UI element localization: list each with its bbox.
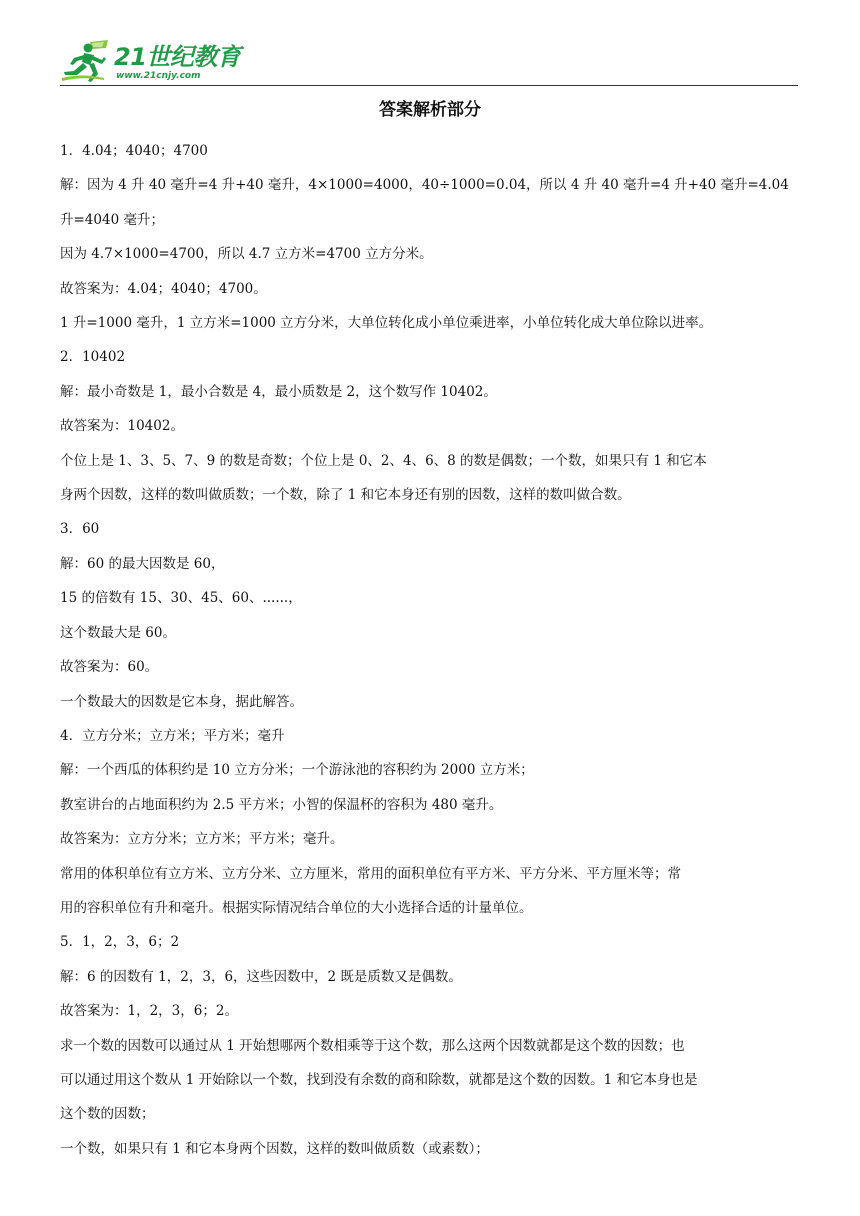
logo bbox=[60, 40, 241, 86]
answer-5-final: 故答案为：1，2，3，6；2。 bbox=[60, 1003, 238, 1020]
logo-text: 21世纪教育 bbox=[114, 43, 241, 71]
answer-5-note: 可以通过用这个数从 1 开始除以一个数，找到没有余数的商和除数，就都是这个数的因数。1 和它本身也是 bbox=[60, 1071, 698, 1088]
answer-5-heading: 5．1，2，3，6；2 bbox=[60, 934, 180, 951]
answer-1-solution-line: 解：因为 4 升 40 毫升=4 升+40 毫升，4×1000=4000，40÷1000=0.04，所以 4 升 40 毫升=4 升+40 毫升=4.04 bbox=[60, 177, 789, 194]
answer-2-heading: 2．10402 bbox=[60, 349, 126, 366]
answer-4-solution-line: 教室讲台的占地面积约为 2.5 平方米；小智的保温杯的容积为 480 毫升。 bbox=[60, 796, 503, 813]
answer-3-solution-line: 解：60 的最大因数是 60， bbox=[60, 555, 225, 572]
answer-1-final: 故答案为：4.04；4040；4700。 bbox=[60, 280, 267, 297]
answer-3-solution-line: 15 的倍数有 15、30、45、60、......， bbox=[60, 590, 302, 607]
answer-5-note: 这个数的因数； bbox=[60, 1106, 155, 1123]
running-figure-icon bbox=[60, 40, 116, 84]
page-title: 答案解析部分 bbox=[379, 100, 481, 120]
answer-3-final: 故答案为：60。 bbox=[60, 659, 159, 676]
logo-url: www.21cnjy.com bbox=[116, 71, 201, 81]
answer-4-note: 常用的体积单位有立方米、立方分米、立方厘米，常用的面积单位有平方米、平方分米、平方厘米等；常 bbox=[60, 865, 681, 882]
answer-2-solution-line: 解：最小奇数是 1，最小合数是 4，最小质数是 2，这个数写作 10402。 bbox=[60, 383, 497, 400]
answer-3-heading: 3．60 bbox=[60, 521, 100, 538]
answer-5-note: 求一个数的因数可以通过从 1 开始想哪两个数相乘等于这个数，那么这两个因数就都是这个数的因数；也 bbox=[60, 1037, 685, 1054]
answer-3-solution-line: 这个数最大是 60。 bbox=[60, 624, 176, 641]
page-header bbox=[60, 40, 798, 88]
answer-2-note: 身两个因数，这样的数叫做质数；一个数，除了 1 和它本身还有别的因数，这样的数叫做合数。 bbox=[60, 487, 631, 504]
answer-4-note: 用的容积单位有升和毫升。根据实际情况结合单位的大小选择合适的计量单位。 bbox=[60, 899, 533, 916]
answer-3-note: 一个数最大的因数是它本身，据此解答。 bbox=[60, 693, 303, 710]
answer-1-heading: 1．4.04；4040；4700 bbox=[60, 143, 208, 159]
answer-2-note: 个位上是 1、3、5、7、9 的数是奇数；个位上是 0、2、4、6、8 的数是偶数；一个数，如果只有 1 和它本 bbox=[60, 452, 707, 469]
answer-content bbox=[60, 134, 800, 1166]
answer-1-solution-line: 升=4040 毫升； bbox=[60, 211, 164, 228]
answer-2-final: 故答案为：10402。 bbox=[60, 418, 184, 435]
answer-5-solution-line: 解：6 的因数有 1，2，3，6，这些因数中，2 既是质数又是偶数。 bbox=[60, 968, 462, 985]
answer-5-note: 一个数，如果只有 1 和它本身两个因数，这样的数叫做质数（或素数）； bbox=[60, 1140, 489, 1157]
answer-1-note: 1 升=1000 毫升，1 立方米=1000 立方分米，大单位转化成小单位乘进率，小单位转化成大单位除以进率。 bbox=[60, 315, 713, 332]
answer-4-solution-line: 解：一个西瓜的体积约是 10 立方分米；一个游泳池的容积约为 2000 立方米； bbox=[60, 762, 534, 779]
answer-4-heading: 4．立方分米；立方米；平方米；毫升 bbox=[60, 727, 285, 744]
header-divider bbox=[60, 85, 798, 86]
answer-1-solution-line: 因为 4.7×1000=4700，所以 4.7 立方米=4700 立方分米。 bbox=[60, 246, 433, 263]
answer-4-final: 故答案为：立方分米；立方米；平方米；毫升。 bbox=[60, 831, 344, 848]
